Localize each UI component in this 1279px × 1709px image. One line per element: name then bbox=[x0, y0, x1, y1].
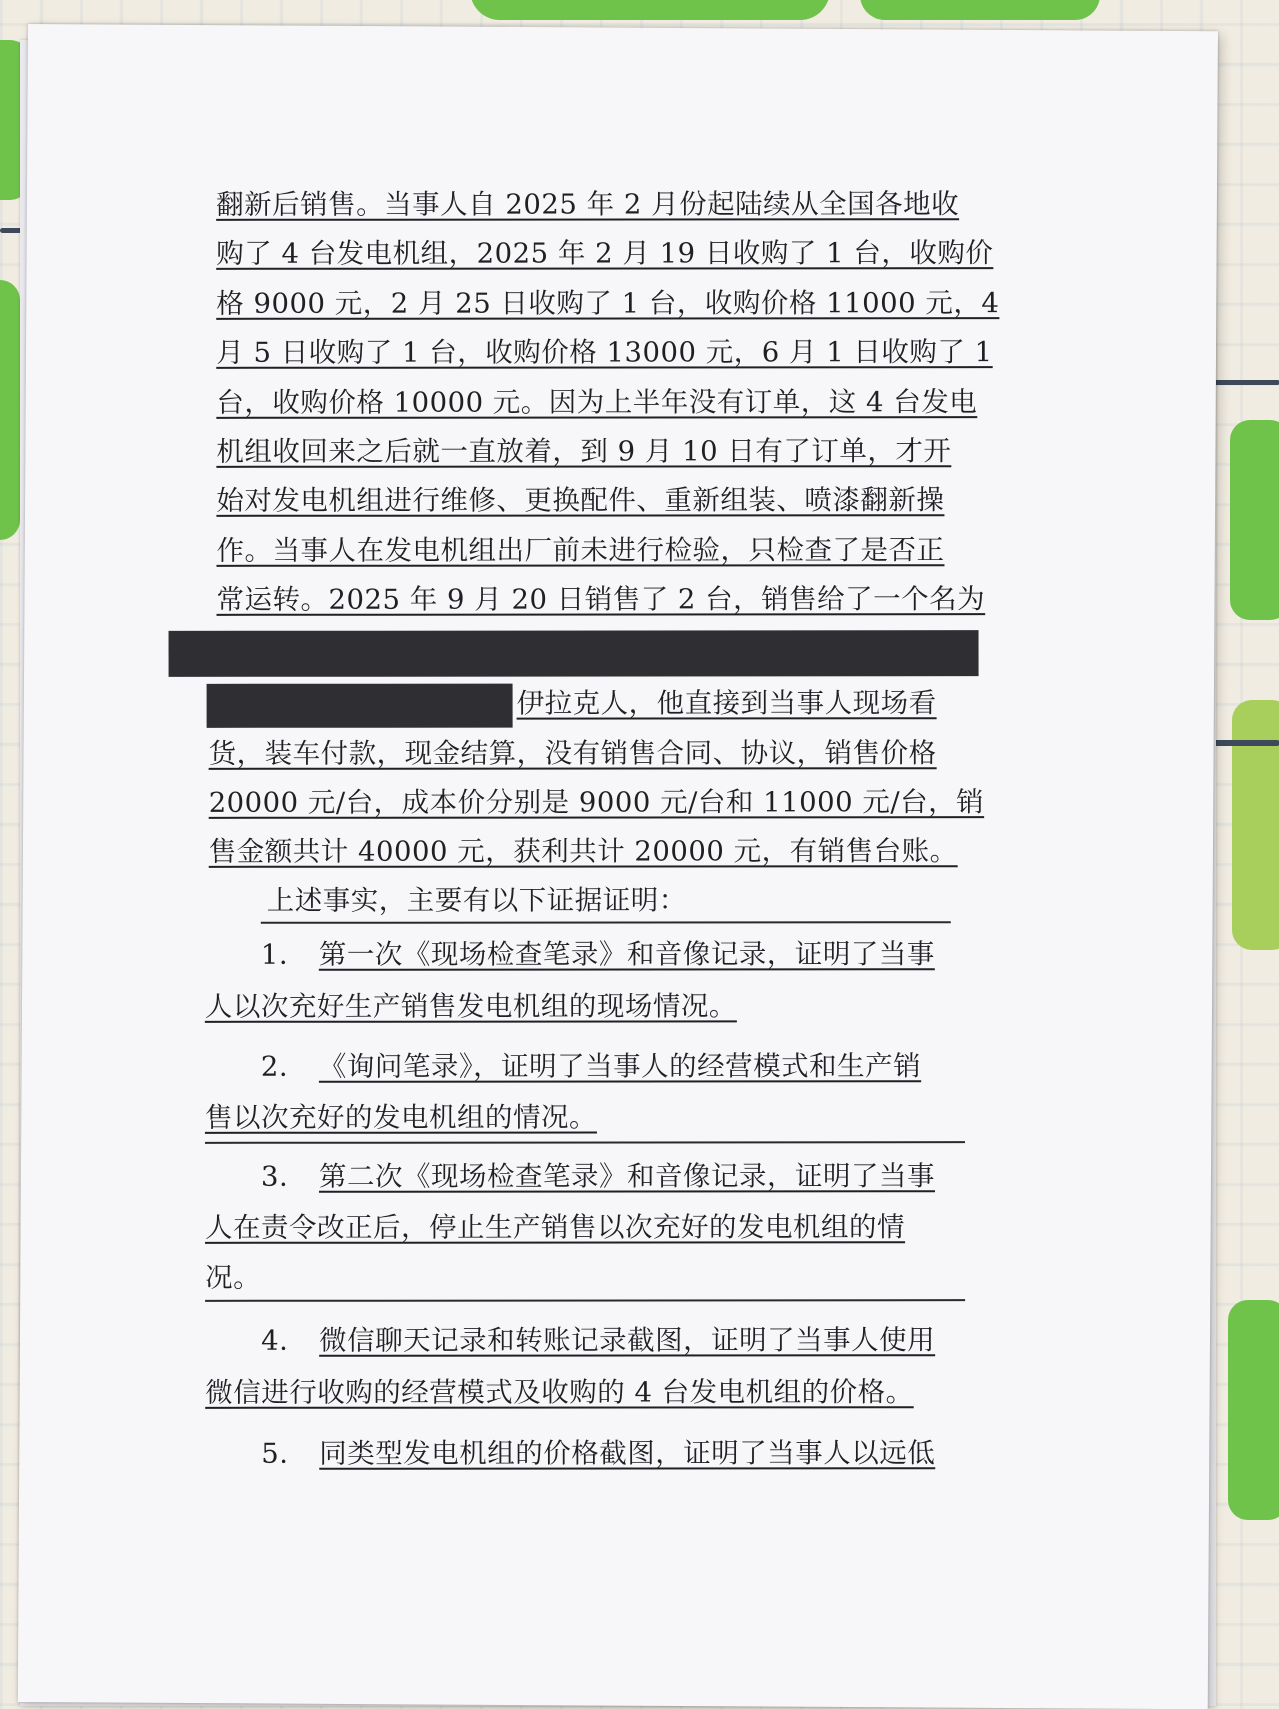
tablecloth-green-patch bbox=[0, 280, 20, 540]
evidence-item-line: 微信聊天记录和转账记录截图，证明了当事人使用 bbox=[319, 1324, 936, 1357]
tablecloth-green-patch bbox=[1232, 700, 1279, 950]
tablecloth-green-patch bbox=[1230, 420, 1279, 620]
body-line: 机组收回来之后就一直放着，到 9 月 10 日有了订单，才开 bbox=[216, 435, 952, 468]
tablecloth-stripe bbox=[0, 228, 22, 233]
evidence-number: 4. bbox=[261, 1324, 289, 1357]
body-line: 月 5 日收购了 1 台，收购价格 13000 元，6 月 1 日收购了 1 bbox=[216, 336, 993, 369]
evidence-number: 1. bbox=[260, 938, 289, 971]
evidence-item-line: 人以次充好生产销售发电机组的现场情况。 bbox=[204, 990, 737, 1023]
evidence-number: 3. bbox=[260, 1160, 289, 1193]
tablecloth-green-patch bbox=[1228, 1300, 1279, 1520]
body-line: 作。当事人在发电机组出厂前未进行检验，只检查了是否正 bbox=[216, 534, 945, 567]
evidence-item-line: 微信进行收购的经营模式及收购的 4 台发电机组的价格。 bbox=[205, 1376, 914, 1409]
evidence-intro: 上述事实，主要有以下证据证明： bbox=[266, 884, 687, 917]
evidence-number: 2. bbox=[260, 1050, 289, 1083]
body-line: 格 9000 元，2 月 25 日收购了 1 台，收购价格 11000 元，4 bbox=[216, 287, 1000, 320]
redaction-bar bbox=[207, 684, 513, 728]
document-text bbox=[28, 23, 1219, 1702]
document-page bbox=[18, 24, 1218, 1709]
underline-rule bbox=[205, 1141, 965, 1143]
body-line: 伊拉克人，他直接到当事人现场看 bbox=[516, 687, 937, 720]
tablecloth-green-patch bbox=[860, 0, 1100, 20]
body-line: 翻新后销售。当事人自 2025 年 2 月份起陆续从全国各地收 bbox=[216, 188, 960, 221]
body-line: 始对发电机组进行维修、更换配件、重新组装、喷漆翻新操 bbox=[216, 484, 945, 517]
evidence-item-line: 第二次《现场检查笔录》和音像记录，证明了当事 bbox=[318, 1160, 936, 1193]
body-line: 常运转。2025 年 9 月 20 日销售了 2 台，销售给了一个名为 bbox=[216, 583, 986, 616]
body-line: 购了 4 台发电机组，2025 年 2 月 19 日收购了 1 台，收购价 bbox=[216, 237, 994, 270]
evidence-number: 5. bbox=[261, 1437, 289, 1470]
evidence-item-line: 售以次充好的发电机组的情况。 bbox=[204, 1101, 597, 1134]
body-line: 20000 元/台，成本价分别是 9000 元/台和 11000 元/台，销 bbox=[208, 786, 985, 819]
body-line: 台，收购价格 10000 元。因为上半年没有订单，这 4 台发电 bbox=[216, 386, 978, 419]
evidence-item-line: 第一次《现场检查笔录》和音像记录，证明了当事 bbox=[318, 938, 935, 971]
body-line: 货，装车付款，现金结算，没有销售合同、协议，销售价格 bbox=[208, 737, 937, 770]
evidence-item-line: 况。 bbox=[205, 1261, 262, 1294]
underline-rule bbox=[261, 921, 951, 923]
underline-rule bbox=[205, 1299, 965, 1301]
evidence-item-line: 《询问笔录》，证明了当事人的经营模式和生产销 bbox=[318, 1050, 922, 1083]
redaction-bar bbox=[169, 630, 979, 677]
tablecloth-green-patch bbox=[470, 0, 830, 20]
evidence-item-line: 同类型发电机组的价格截图，证明了当事人以远低 bbox=[319, 1437, 936, 1470]
body-line: 售金额共计 40000 元，获利共计 20000 元，有销售台账。 bbox=[208, 835, 958, 868]
evidence-item-line: 人在责令改正后，停止生产销售以次充好的发电机组的情 bbox=[205, 1211, 906, 1244]
